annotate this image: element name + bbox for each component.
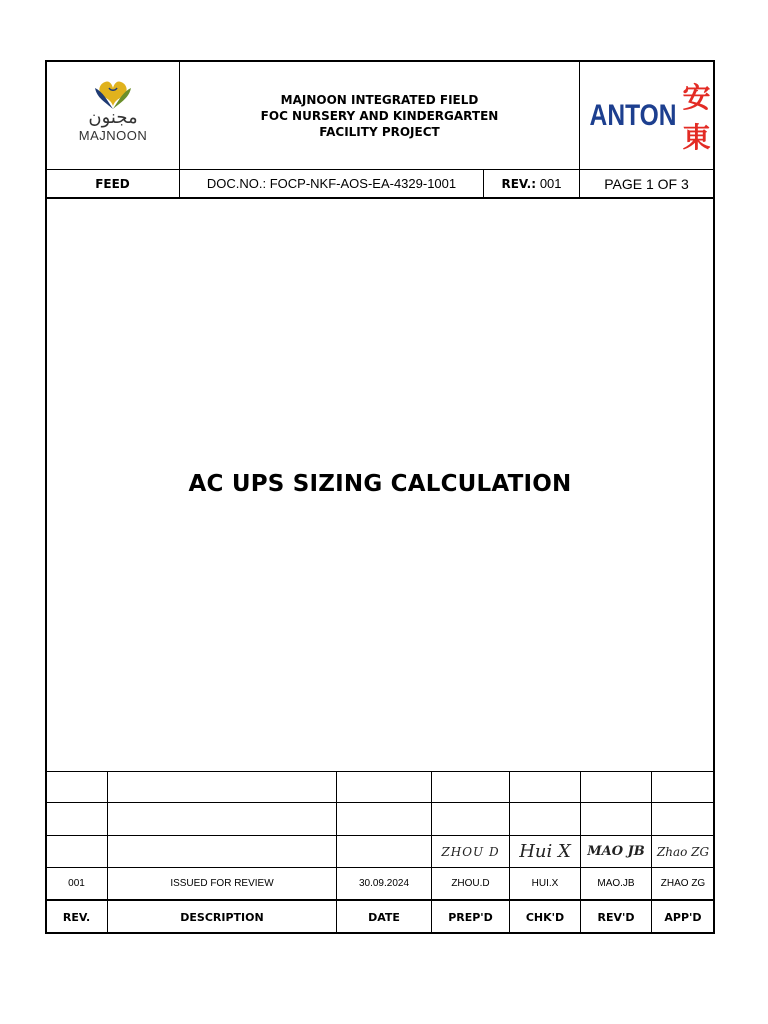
doc-number-value: FOCP-NKF-AOS-EA-4329-1001 [269, 176, 457, 191]
rev-table-line [46, 802, 714, 803]
col-header-reviewed: REV'D [597, 910, 635, 924]
doc-number-cell [180, 170, 483, 197]
col-header-date: DATE [368, 910, 400, 924]
col-header-description: DESCRIPTION [180, 910, 264, 924]
reviewed-signature: MAO JB [587, 844, 645, 859]
stage-label: FEED [95, 176, 130, 191]
project-title-block [180, 62, 579, 169]
project-title-line3: FACILITY PROJECT [319, 124, 440, 139]
rev-reviewed-cell: MAO.JB [597, 878, 635, 889]
rev-value: 001 [539, 176, 562, 191]
document-title: AC UPS SIZING CALCULATION [188, 471, 572, 497]
rev-prepared-cell: ZHOU.D [451, 878, 490, 889]
col-header-approved: APP'D [664, 910, 702, 924]
approved-signature: Zhao ZG [656, 844, 710, 859]
anton-cjk-mark: 安東 [682, 80, 711, 154]
rev-label: REV.: [501, 176, 536, 191]
prepared-signature: ZHOU D [441, 844, 500, 859]
doc-number-label: DOC.NO.: [206, 176, 267, 191]
rev-checked-cell: HUI.X [531, 878, 559, 889]
rev-description-cell: ISSUED FOR REVIEW [170, 878, 274, 889]
page-indicator: PAGE 1 OF 3 [604, 175, 689, 192]
col-header-rev: REV. [62, 910, 91, 924]
anton-logo [580, 62, 713, 169]
rev-number-cell: 001 [68, 878, 85, 889]
rev-date-cell: 30.09.2024 [358, 878, 410, 889]
majnoon-arabic-text: مجنون [88, 106, 138, 128]
anton-wordmark: ANTON [589, 98, 677, 132]
info-row-bottom-line [46, 197, 714, 199]
project-title-line2: FOC NURSERY AND KINDERGARTEN [260, 108, 499, 123]
col-header-checked: CHK'D [525, 910, 565, 924]
majnoon-wordmark: MAJNOON [78, 127, 148, 143]
rev-approved-cell: ZHAO ZG [660, 878, 706, 889]
col-header-prepared: PREP'D [448, 910, 493, 924]
rev-cell [484, 170, 579, 197]
majnoon-logo [47, 62, 179, 169]
checked-signature: Hui X [519, 841, 571, 862]
project-title-line1: MAJNOON INTEGRATED FIELD [280, 92, 479, 107]
rev-table-line [46, 771, 714, 772]
